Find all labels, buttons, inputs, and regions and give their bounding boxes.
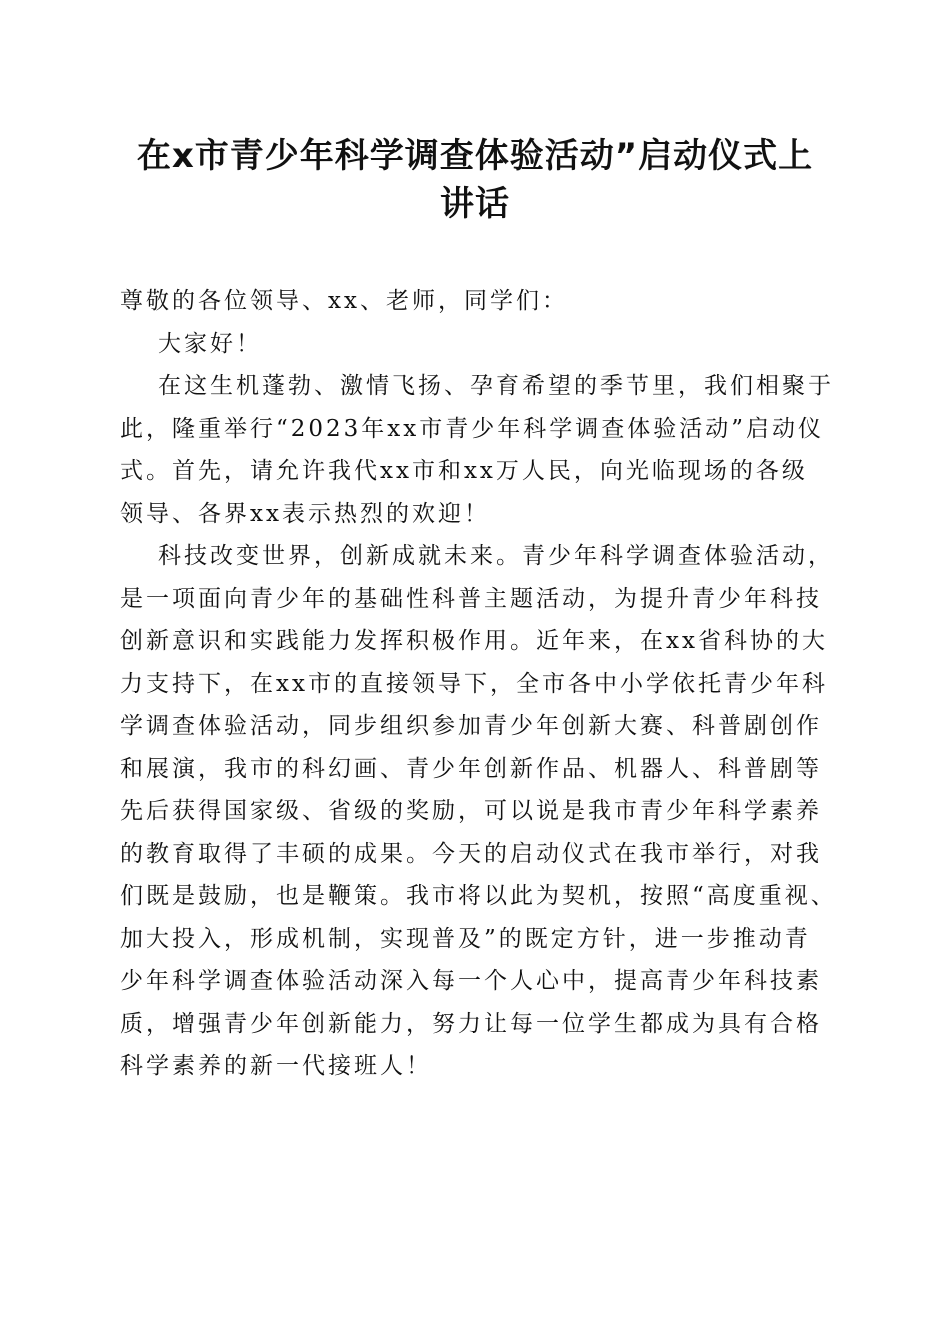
paragraph-2-line: 先后获得国家级、省级的奖励，可以说是我市青少年科学素养 [120, 798, 822, 824]
paragraph-2-line: 学调查体验活动，同步组织参加青少年创新大赛、科普剧创作 [120, 713, 822, 739]
paragraph-1-line: 在这生机蓬勃、激情飞扬、孕育希望的季节里，我们相聚于 [158, 373, 834, 399]
document-title [100, 132, 850, 228]
paragraph-2-line: 们既是鼓励，也是鞭策。我市将以此为契机，按照“高度重视、 [120, 883, 837, 909]
paragraph-2-line: 加大投入，形成机制，实现普及”的既定方针，进一步推动青 [120, 925, 811, 952]
paragraph-2-line: 质，增强青少年创新能力，努力让每一位学生都成为具有合格 [120, 1010, 822, 1037]
paragraph-2-line: 少年科学调查体验活动深入每一个人心中，提高青少年科技素 [120, 968, 822, 994]
greeting: 大家好！ [158, 330, 262, 357]
paragraph-2 [120, 535, 840, 1088]
paragraph-2-line: 创新意识和实践能力发挥积极作用。近年来，在xx省科协的大 [120, 628, 828, 654]
paragraph-2-line: 力支持下，在xx市的直接领导下，全市各中小学依托青少年科 [120, 670, 828, 697]
paragraph-1-line: 式。首先，请允许我代xx市和xx万人民，向光临现场的各级 [120, 458, 808, 484]
salutation: 尊敬的各位领导、xx、老师，同学们： [120, 288, 568, 314]
document-body [120, 280, 840, 1088]
paragraph-1-line: 此，隆重举行“2023年xx市青少年科学调查体验活动”启动仪 [120, 415, 824, 442]
paragraph-1-line: 领导、各界xx表示热烈的欢迎！ [120, 500, 490, 527]
paragraph-2-line: 的教育取得了丰硕的成果。今天的启动仪式在我市举行，对我 [120, 840, 822, 867]
paragraph-2-line: 科学素养的新一代接班人！ [120, 1053, 432, 1079]
paragraph-2-line: 科技改变世界，创新成就未来。青少年科学调查体验活动， [158, 543, 834, 569]
title-line-2: 讲话 [440, 184, 510, 224]
paragraph-1 [120, 365, 840, 535]
title-line-1: 在x市青少年科学调查体验活动”启动仪式上 [136, 136, 814, 176]
paragraph-2-line: 和展演，我市的科幻画、青少年创新作品、机器人、科普剧等 [120, 755, 822, 782]
paragraph-2-line: 是一项面向青少年的基础性科普主题活动，为提升青少年科技 [120, 585, 822, 612]
